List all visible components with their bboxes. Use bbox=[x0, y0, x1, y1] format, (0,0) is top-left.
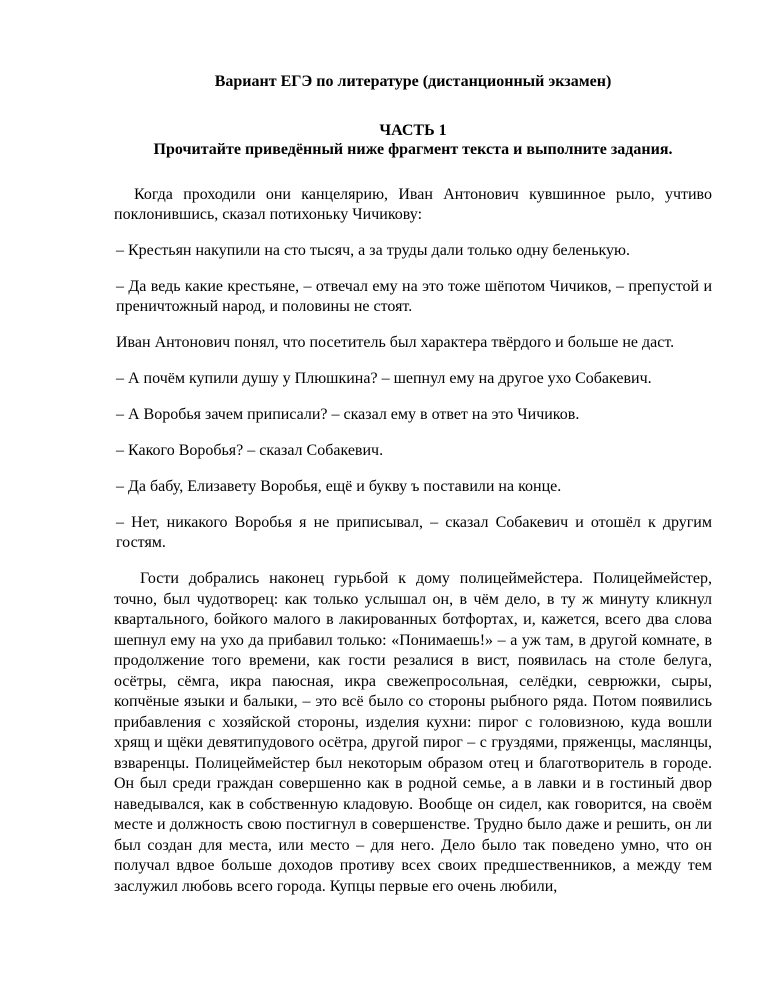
paragraph-9: – Нет, никакого Воробья я не приписывал, – сказал Собакевич и отошёл к другим гостям. bbox=[116, 514, 712, 551]
paragraph-7: – Какого Воробья? – сказал Собакевич. bbox=[116, 442, 384, 459]
paragraph-2: – Крестьян накупили на сто тысяч, а за труды дали только одну беленькую. bbox=[116, 242, 631, 259]
instruction-text: Прочитайте приведённый ниже фрагмент текста и выполните задания. bbox=[153, 141, 673, 158]
paragraph-1: Когда проходили они канцелярию, Иван Антонович кувшинное рыло, учтиво поклонившись, сказал потихоньку Чичикову: bbox=[114, 186, 712, 223]
paragraph-5: – А почём купили душу у Плюшкина? – шепнул ему на другое ухо Собакевич. bbox=[116, 370, 652, 387]
paragraph-10: Гости добрались наконец гурьбой к дому полицеймейстера. Полицеймейстер, точно, был чудотворец: как только услышал он, в чём дело, в ту ж минуту кликнул квартального, бойкого малого в лакированных ботфортах, и, кажется, всего два слова шепнул ему на ухо да прибавил только: «Понимаешь!» – а уж там, в другой комнате, в продолжение того времени, как гости резалися в вист, появилась на столе белуга, осётры, сёмга, икра паюсная, икра свежепросольная, селёдки, севрюжки, сыры, копчёные языки и балыки, – это всё было со стороны рыбного ряда. Потом появились прибавления с хозяйской стороны, изделия кухни: пирог с головизною, куда вошли хрящ и щёки девятипудового осётра, другой пирог – с груздями, пряженцы, маслянцы, взваренцы. Полицеймейстер был некоторым образом отец и благотворитель в городе. Он был среди граждан совершенно как в родной семье, а в лавки и в гостиный двор наведывался, как в собственную кладовую. Вообще он сидел, как говорится, на своём месте и должность свою постигнул в совершенстве. Трудно было даже и решить, он ли был создан для места, или место – для него. Дело было так поведено умно, что он получал вдвое больше доходов противу всех своих предшественников, а между тем заслужил любовь всего города. Купцы первые его очень любили, bbox=[114, 570, 712, 895]
paragraph-4: Иван Антонович понял, что посетитель был характера твёрдого и больше не даст. bbox=[116, 334, 675, 351]
paragraph-8: – Да бабу, Елизавету Воробья, ещё и букву ъ поставили на конце. bbox=[116, 478, 562, 495]
paragraph-3: – Да ведь какие крестьяне, – отвечал ему на это тоже шёпотом Чичиков, – препустой и преничтожный народ, и половины не стоят. bbox=[116, 278, 712, 315]
part-label: ЧАСТЬ 1 bbox=[379, 122, 447, 139]
paragraph-6: – А Воробья зачем приписали? – сказал ему в ответ на это Чичиков. bbox=[116, 406, 580, 423]
document-title: Вариант ЕГЭ по литературе (дистанционный экзамен) bbox=[214, 73, 612, 90]
